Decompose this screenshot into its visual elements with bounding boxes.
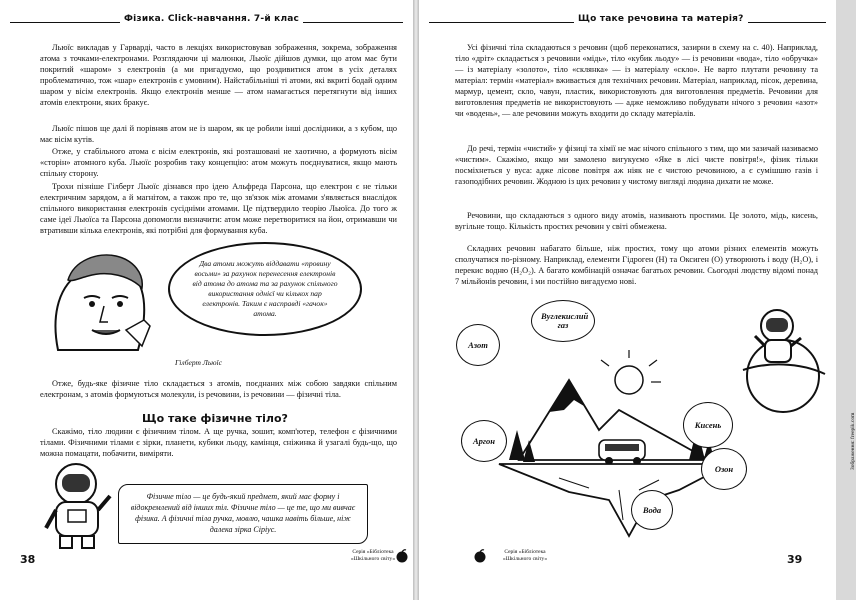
left-header-title: Фізика. Click-навчання. 7-й клас	[120, 14, 303, 24]
right-header-title: Що таке речовина та матерія?	[574, 14, 748, 24]
left-paragraph-4: Трохи пізніше Гілберт Льюїс дізнався про ідею Альфреда Парсона, що електрон є не тільки електричним зарядом, а й магнітом, а також про те, що зв'язок між атомами з'являється внаслідок спільного використання електронів сусідніми атомами. Це підтвердило теорію Льюїса. До того ж саме ідеї Льюїса та Парсона допомогли визначити: атом може перетворитися на йон, отримавши чи втративши кілька електронів, які потрібні для формування куба.	[40, 182, 397, 235]
astronaut-illustration	[40, 460, 120, 550]
left-paragraph-after: Отже, будь-яке фізичне тіло складається з атомів, поєднаних між собою завдяки спільним електронам, з атомів формуються молекули, із речовини, із речовини — фізичні тіла.	[40, 379, 397, 399]
bubble-ozone-label: Озон	[714, 463, 734, 474]
bubble-carbon-dioxide-label: Вуглекислий газ	[541, 311, 589, 330]
bubble-nitrogen-label: Азот	[468, 339, 488, 350]
left-paragraph-1: Льюїс викладав у Гарварді, часто в лекціях використовував зображення, зокрема, зображення атома з точками-електронами. Розглядаючи ці малюнки, Льюїс дійшов думки, що атом має бути покритий «шаром» з електронів (а ми пригадуємо, що роздивитися атом в усіх деталях проблематично, тож «шар» електронів є умовним). Найстабільніші ті атоми, які вкриті бодай одним шаром у вісім електронів. Якщо електронів менше — атом намагається перетягнути від інших атомів електрони, яких бракує.	[40, 43, 397, 107]
apple-logo-icon	[395, 549, 409, 563]
bubble-oxygen-label: Кисень	[694, 419, 722, 430]
right-paragraph-3: Речовини, що складаються з одного виду атомів, називають простими. Це золото, мідь, кисень, вугільне тощо. Кількість простих речовин у світі обмежена.	[455, 211, 818, 231]
series-line-2: «Шкільного світу»	[350, 556, 396, 562]
bubble-ozone	[701, 448, 747, 490]
image-credit: Зображення: freepik.com	[850, 412, 856, 470]
portrait-caption: Гілберт Льюїс	[175, 358, 222, 367]
series-line-2: «Шкільного світу»	[502, 556, 548, 562]
series-label-right	[485, 549, 565, 563]
left-page	[0, 0, 413, 600]
bubble-nitrogen	[456, 324, 500, 366]
page-number-right: 39	[787, 553, 803, 566]
astronaut-planet-illustration	[737, 300, 827, 415]
gilbert-lewis-portrait	[38, 240, 168, 360]
bubble-argon-label: Аргон	[472, 435, 496, 446]
definition-text: Фізичне тіло — це будь-який предмет, який має форму і відокремлений від інших тіл. Фізичне тіло — це те, що ми вивчає фізика. А фізичні тіла ручка, мовлю, чашка навіть більше, ніж далека зірка Сіріус.	[130, 492, 356, 534]
right-paragraph-4: Складних речовин набагато більше, ніж простих, тому що атоми різних елементів можуть сполучатися по-різному. Наприклад, елементи Гідроген (Н) та Оксиген (О) утворюють і воду (H₂O), і перекис водню (H₂O₂). А багато комбінацій означає багатьох речовин. Сьогодні людству відомі понад 7 мільйонів речовин, і ми постійно вигадуємо нові.	[455, 244, 818, 286]
right-header	[429, 14, 826, 30]
left-paragraph-3: Отже, у стабільного атома є вісім електронів, які розташовані не хаотично, а формують вісім «сторін» атомного куба. Льюїс розробив таку концепцію: атом можуть поєднуватися, якщо мають спільну сторону.	[40, 147, 397, 178]
right-page	[419, 0, 856, 600]
series-line-1: Серія «Бібліотека	[352, 549, 394, 555]
left-paragraph-section: Скажімо, тіло людини є фізичним тілом. А ще ручка, зошит, комп'ютер, телефон є фізичними тілами. Фізичними тілами є зірки, планети, кубики льоду, камінця, сніжинка й узагалі будь-що, що можна помацати, побачити, виміряти.	[40, 427, 397, 458]
bubble-oxygen	[683, 402, 733, 448]
page-number-left: 38	[20, 553, 36, 566]
left-paragraph-2: Льюїс пішов ще далі й порівняв атом не із шаром, як це робили інші дослідники, а з кубом, що має вісім кутів.	[40, 124, 397, 144]
left-header	[10, 14, 403, 30]
right-paragraph-2: До речі, термін «чистий» у фізиці та хімії не має нічого спільного з тим, що ми зазичай називаємо «чистим». Скажімо, якщо ми замолено вигукуємо «Яке в лісі чисте повітря!», фізик тільки посміхнеться у вуса: адже лісове повітря аж ніяк не є чистою речовиною, а є сумішшю газів і газоподібних речовин. Жодною із цих речовин у чистому вигляді людина дихати не може.	[455, 144, 818, 186]
series-line-1: Серія «Бібліотека	[504, 549, 546, 555]
speech-bubble	[168, 242, 362, 336]
speech-bubble-text: Два атоми можуть віддавати «провину восьми» за рахунок перенесення електронів від атома до атома та за рахунок спільного використання однієї чи кількох пар електронів. Таким є насправді «гачок» атома.	[192, 259, 338, 318]
bubble-water	[631, 490, 673, 530]
definition-box	[118, 484, 368, 544]
bubble-carbon-dioxide	[531, 300, 595, 342]
section-heading: Що таке фізичне тіло?	[142, 412, 288, 425]
right-paragraph-1: Усі фізичні тіла складаються з речовин (щоб переконатися, зазирни в схему на с. 40). Наприклад, тіло «дріт» складається з речовини «мідь», тіло «кубик льоду» — із речовини «вода», тіло «обручка» — із матеріалу «золото», тіло «склянка» — із матеріалу «скло». Не варто плутати речовину та матеріал: термін «матеріал» вживається для технічних речовин. Матеріал, наприклад, пісок, деревина, мармур, цемент, скло, чавун, пластик, використовують для виготовлення предметів. Речовини для виготовлення предметів не використовують — адже неможливо побудувати нічого з речовин «азот» чи «водень», — але речовини можуть входити до складу матеріалів.	[455, 43, 818, 118]
bubble-water-label: Вода	[642, 504, 662, 515]
bubble-argon	[461, 420, 507, 462]
